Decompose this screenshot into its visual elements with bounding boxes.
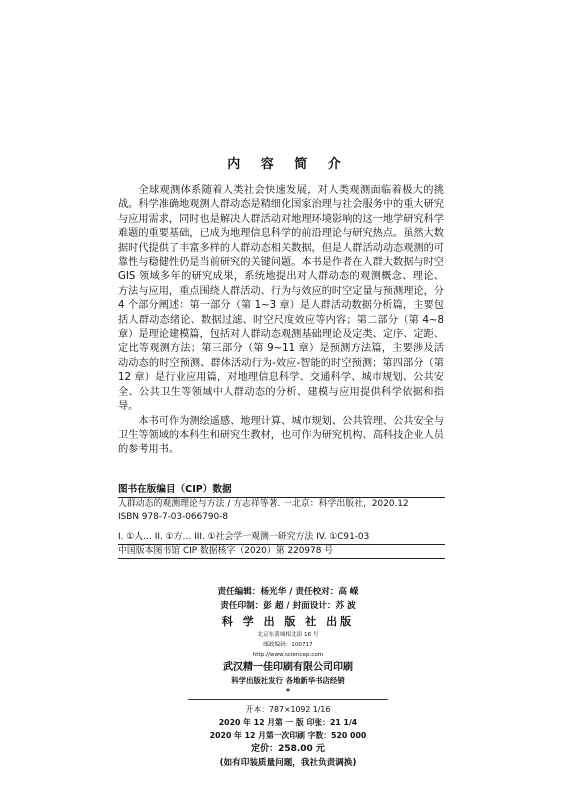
publication-credits <box>0 585 576 770</box>
cip-block <box>118 481 445 559</box>
postcode: 邮政编码：100717 <box>263 642 313 648</box>
cip-heading: 图书在版编目（CIP）数据 <box>118 484 232 495</box>
book-format: 开本：787×1092 1/16 <box>245 705 331 714</box>
summary-paragraph: 本书可作为测绘遥感、地理计算、城市规划、公共管理、公共安全与卫生等领域的本科生和研究生教材，也可作为研究机构、高科技企业人员的参考用书。 <box>118 415 445 456</box>
cip-isbn: ISBN 978-7-03-066790-8 <box>118 512 229 522</box>
separator-mark: * <box>285 687 291 696</box>
divider <box>118 558 445 559</box>
cip-citation: 人群动态的观测理论与方法 / 方志祥等著. 一北京：科学出版社，2020.12 <box>118 499 409 509</box>
publisher: 科 学 出 版 社 出版 <box>221 615 355 628</box>
cip-classification: I. ①人… II. ①方… III. ①社会学一观测一研究方法 IV. ①C91-03 <box>118 532 370 542</box>
page-title: 内 容 简 介 <box>227 157 349 172</box>
publisher-address: 北京东黄城根北街 16 号 <box>257 632 319 638</box>
summary-paragraph: 全球观测体系随着人类社会快速发展，对人类观测面临着极大的挑战。科学准确地观测人群动态是精细化国家治理与社会服务中的重大研究与应用需求，同时也是解决人群活动对地理环境影响的这一地学研究科学难题的重要基础，已成为地理信息科学的前沿理论与研究热点。虽然大数据时代提供了丰富多样的人群动态相关数据，但是人群活动动态观测的可靠性与稳健性仍是当前研究的关键问题。本书是作者在人群大数据与时空 GIS 领域多年的研究成果，系统地提出对人群动态的观测概念、理论、方法与应用，重点围绕人群活动、行为与效应的时空定量与预测理论，分 4 个部分阐述：第一部分（第 1~3 章）是人群活动数据分析篇，主要包括人群动态绪论、数据过滤、时空尺度效应等内容；第二部分（第 4~8 章）是理论建模篇，包括对人群动态观测基础理论及定类、定序、定距、定比等观测方法；第三部分（第 9~11 章）是预测方法篇，主要涉及活动动态的时空预测、群体活动行为-效应-智能的时空预测；第四部分（第 12 章）是行业应用篇，对地理信息科学、交通科学、城市规划、公共安全、公共卫生等领域中人群动态的分析、建模与应用提供科学依据和指导。 <box>118 185 444 413</box>
distribution: 科学出版社发行 各地新华书店经销 <box>231 676 345 685</box>
quality-notice: (如有印装质量问题，我社负责调换) <box>219 758 357 768</box>
content-summary <box>118 184 444 458</box>
divider <box>188 699 388 700</box>
cip-record-number: 中国版本图书馆 CIP 数据核字（2020）第 220978 号 <box>118 546 334 556</box>
responsible-editors: 责任编辑：杨光华 / 责任校对：高 嵘 <box>217 587 359 597</box>
printing-info: 2020 年 12 月第一次印刷 字数：520 000 <box>209 731 367 740</box>
website: http://www.sciencep.com <box>252 652 324 658</box>
printer: 武汉精一佳印刷有限公司印刷 <box>223 662 353 673</box>
price: 定价：258.00 元 <box>251 744 325 754</box>
responsible-printing: 责任印制：彭 超 / 封面设计：苏 波 <box>220 601 356 611</box>
edition-info: 2020 年 12 月第 一 版 印张：21 1/4 <box>218 718 358 727</box>
